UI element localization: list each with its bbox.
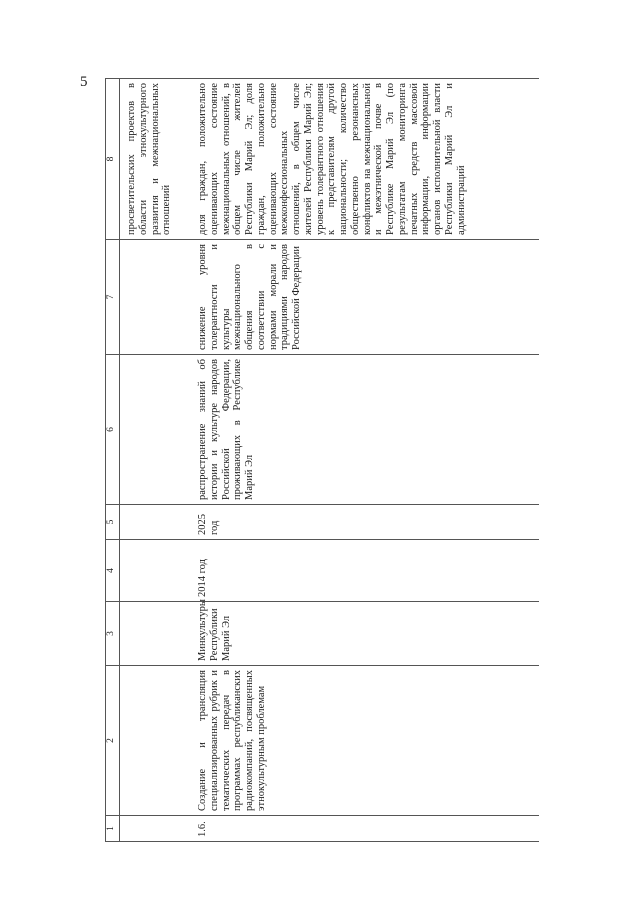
continuation-row xyxy=(120,79,196,842)
start-year: 2014 год xyxy=(195,540,539,602)
col-header-2: 2 xyxy=(106,666,120,816)
expected-result: распространение знаний об истории и культуре народов Российской Федерации, проживающих в Республике Марий Эл xyxy=(195,355,539,505)
col-header-4: 4 xyxy=(106,540,120,602)
program-table xyxy=(105,78,539,842)
page-number: 5 xyxy=(80,74,88,90)
col-header-6: 6 xyxy=(106,355,120,505)
col-header-7: 7 xyxy=(106,240,120,355)
measure-name: Создание и трансляция специализированных рубрик и тематических передач в программах республиканских радиокомпаний, посвященных этнокультурным проблемам xyxy=(195,666,539,816)
executor: Минкультуры Республики Марий Эл xyxy=(195,602,539,666)
end-year: 2025 год xyxy=(195,505,539,540)
col-header-5: 5 xyxy=(106,505,120,540)
row-number: 1.6. xyxy=(195,816,539,842)
col-header-8: 8 xyxy=(106,79,120,240)
table-row xyxy=(195,79,539,842)
header-row xyxy=(106,79,120,842)
col-header-3: 3 xyxy=(106,602,120,666)
col-header-1: 1 xyxy=(106,816,120,842)
indicators: доля граждан, положительно оценивающих состояние межнациональных отношений, в общем числе жителей Республики Марий Эл; доля граждан, положительно оценивающих состояние межконфессиональных отношений, в общем числе жителей Республики Марий Эл; уровень толерантного отношения к представителям другой национальности; количество общественно резонансных конфликтов на межнациональной и межэтнической почве в Республике Марий Эл (по результатам мониторинга печатных средств массовой информации, информации органов исполнительной власти Республики Марий Эл и администраций xyxy=(195,79,539,240)
continuation-indicators: просветительских проектов в области этнокультурного развития и межнациональных отношений xyxy=(120,79,196,240)
risk-description: снижение уровня толерантности и культуры межнационального общения в соответствии с нормами морали и традициями народов Российской Федерации xyxy=(195,240,539,355)
rotated-table-container xyxy=(105,79,602,842)
